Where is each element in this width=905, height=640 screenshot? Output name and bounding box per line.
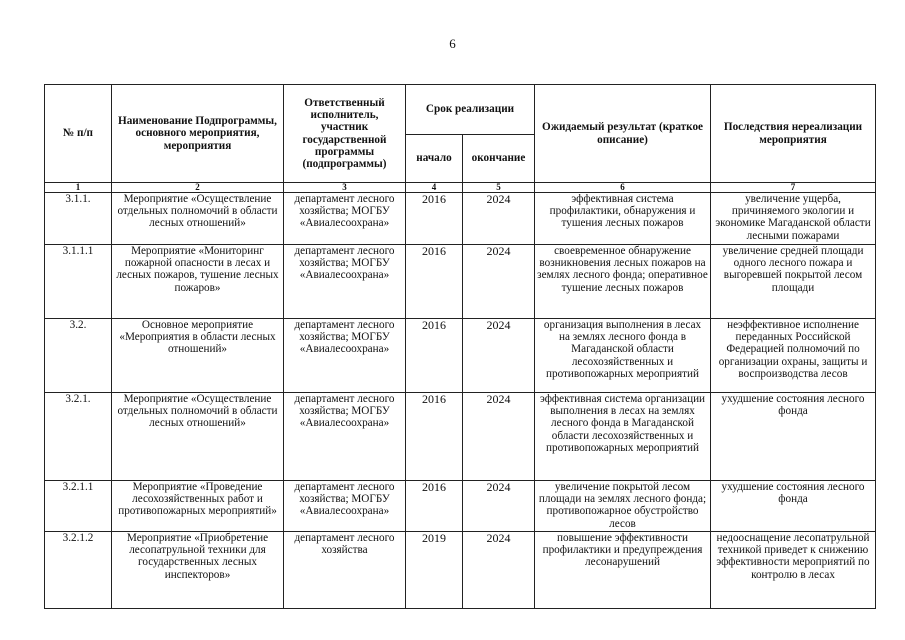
start-year: 2016 xyxy=(406,319,463,393)
expected-result: увеличение покрытой лесом площади на землях лесного фонда; противопожарное обустройство лесов xyxy=(535,481,711,532)
end-year: 2024 xyxy=(463,481,535,532)
end-year: 2024 xyxy=(463,319,535,393)
table-row xyxy=(45,319,876,393)
end-year: 2024 xyxy=(463,245,535,319)
end-year: 2024 xyxy=(463,193,535,245)
column-number: 6 xyxy=(535,183,711,193)
executor: департамент лесного хозяйства xyxy=(284,532,406,609)
table-row xyxy=(45,245,876,319)
end-year: 2024 xyxy=(463,393,535,481)
start-year: 2016 xyxy=(406,245,463,319)
table-row xyxy=(45,393,876,481)
header-executor: Ответственный исполнитель, участник государственной программы (подпрограммы) xyxy=(284,85,406,183)
start-year: 2016 xyxy=(406,481,463,532)
executor: департамент лесного хозяйства; МОГБУ «Авиалесоохрана» xyxy=(284,193,406,245)
expected-result: своевременное обнаружение возникновения лесных пожаров на землях лесного фонда; оперативное тушение лесных пожаров xyxy=(535,245,711,319)
consequences: ухудшение состояния лесного фонда xyxy=(711,393,876,481)
row-number: 3.2.1. xyxy=(45,393,112,481)
column-number: 7 xyxy=(711,183,876,193)
end-year: 2024 xyxy=(463,532,535,609)
expected-result: эффективная система организации выполнения в лесах на землях лесного фонда в Магаданской области лесохозяйственных и противопожарных мероприятий xyxy=(535,393,711,481)
header-result: Ожидаемый результат (краткое описание) xyxy=(535,85,711,183)
header-period: Срок реализации xyxy=(406,85,535,135)
start-year: 2016 xyxy=(406,393,463,481)
expected-result: повышение эффективности профилактики и предупреждения лесонарушений xyxy=(535,532,711,609)
activity-name: Мероприятие «Приобретение лесопатрульной техники для государственных лесных инспекторов» xyxy=(112,532,284,609)
expected-result: организация выполнения в лесах на землях лесного фонда в Магаданской области лесохозяйственных и противопожарных мероприятий xyxy=(535,319,711,393)
row-number: 3.1.1.1 xyxy=(45,245,112,319)
column-number: 2 xyxy=(112,183,284,193)
consequences: увеличение средней площади одного лесного пожара и выгоревшей покрытой лесом площади xyxy=(711,245,876,319)
activity-name: Мероприятие «Осуществление отдельных полномочий в области лесных отношений» xyxy=(112,193,284,245)
activity-name: Мероприятие «Проведение лесохозяйственных работ и противопожарных мероприятий» xyxy=(112,481,284,532)
consequences: ухудшение состояния лесного фонда xyxy=(711,481,876,532)
start-year: 2019 xyxy=(406,532,463,609)
table-row xyxy=(45,532,876,609)
header-end: окончание xyxy=(463,135,535,183)
consequences: неэффективное исполнение переданных Российской Федерацией полномочий по организации охраны, защиты и воспроизводства лесов xyxy=(711,319,876,393)
expected-result: эффективная система профилактики, обнаружения и тушения лесных пожаров xyxy=(535,193,711,245)
column-number: 3 xyxy=(284,183,406,193)
header-consequences: Последствия нереализации мероприятия xyxy=(711,85,876,183)
executor: департамент лесного хозяйства; МОГБУ «Авиалесоохрана» xyxy=(284,319,406,393)
table-row xyxy=(45,481,876,532)
header-num: № п/п xyxy=(45,85,112,183)
column-number-row xyxy=(45,183,876,193)
activity-name: Основное мероприятие «Мероприятия в области лесных отношений» xyxy=(112,319,284,393)
header-name: Наименование Подпрограммы, основного мероприятия, мероприятия xyxy=(112,85,284,183)
activity-name: Мероприятие «Осуществление отдельных полномочий в области лесных отношений» xyxy=(112,393,284,481)
program-activities-table xyxy=(44,84,876,609)
row-number: 3.2. xyxy=(45,319,112,393)
executor: департамент лесного хозяйства; МОГБУ «Авиалесоохрана» xyxy=(284,393,406,481)
header-start: начало xyxy=(406,135,463,183)
activity-name: Мероприятие «Мониторинг пожарной опасности в лесах и лесных пожаров, тушение лесных пожаров» xyxy=(112,245,284,319)
table-row xyxy=(45,193,876,245)
column-number: 5 xyxy=(463,183,535,193)
row-number: 3.2.1.1 xyxy=(45,481,112,532)
executor: департамент лесного хозяйства; МОГБУ «Авиалесоохрана» xyxy=(284,481,406,532)
executor: департамент лесного хозяйства; МОГБУ «Авиалесоохрана» xyxy=(284,245,406,319)
start-year: 2016 xyxy=(406,193,463,245)
column-number: 1 xyxy=(45,183,112,193)
column-number: 4 xyxy=(406,183,463,193)
consequences: недооснащение лесопатрульной техникой приведет к снижению эффективности мероприятий по контролю в лесах xyxy=(711,532,876,609)
row-number: 3.1.1. xyxy=(45,193,112,245)
row-number: 3.2.1.2 xyxy=(45,532,112,609)
page-number: 6 xyxy=(449,36,456,51)
consequences: увеличение ущерба, причиняемого экологии и экономике Магаданской области лесными пожарами xyxy=(711,193,876,245)
